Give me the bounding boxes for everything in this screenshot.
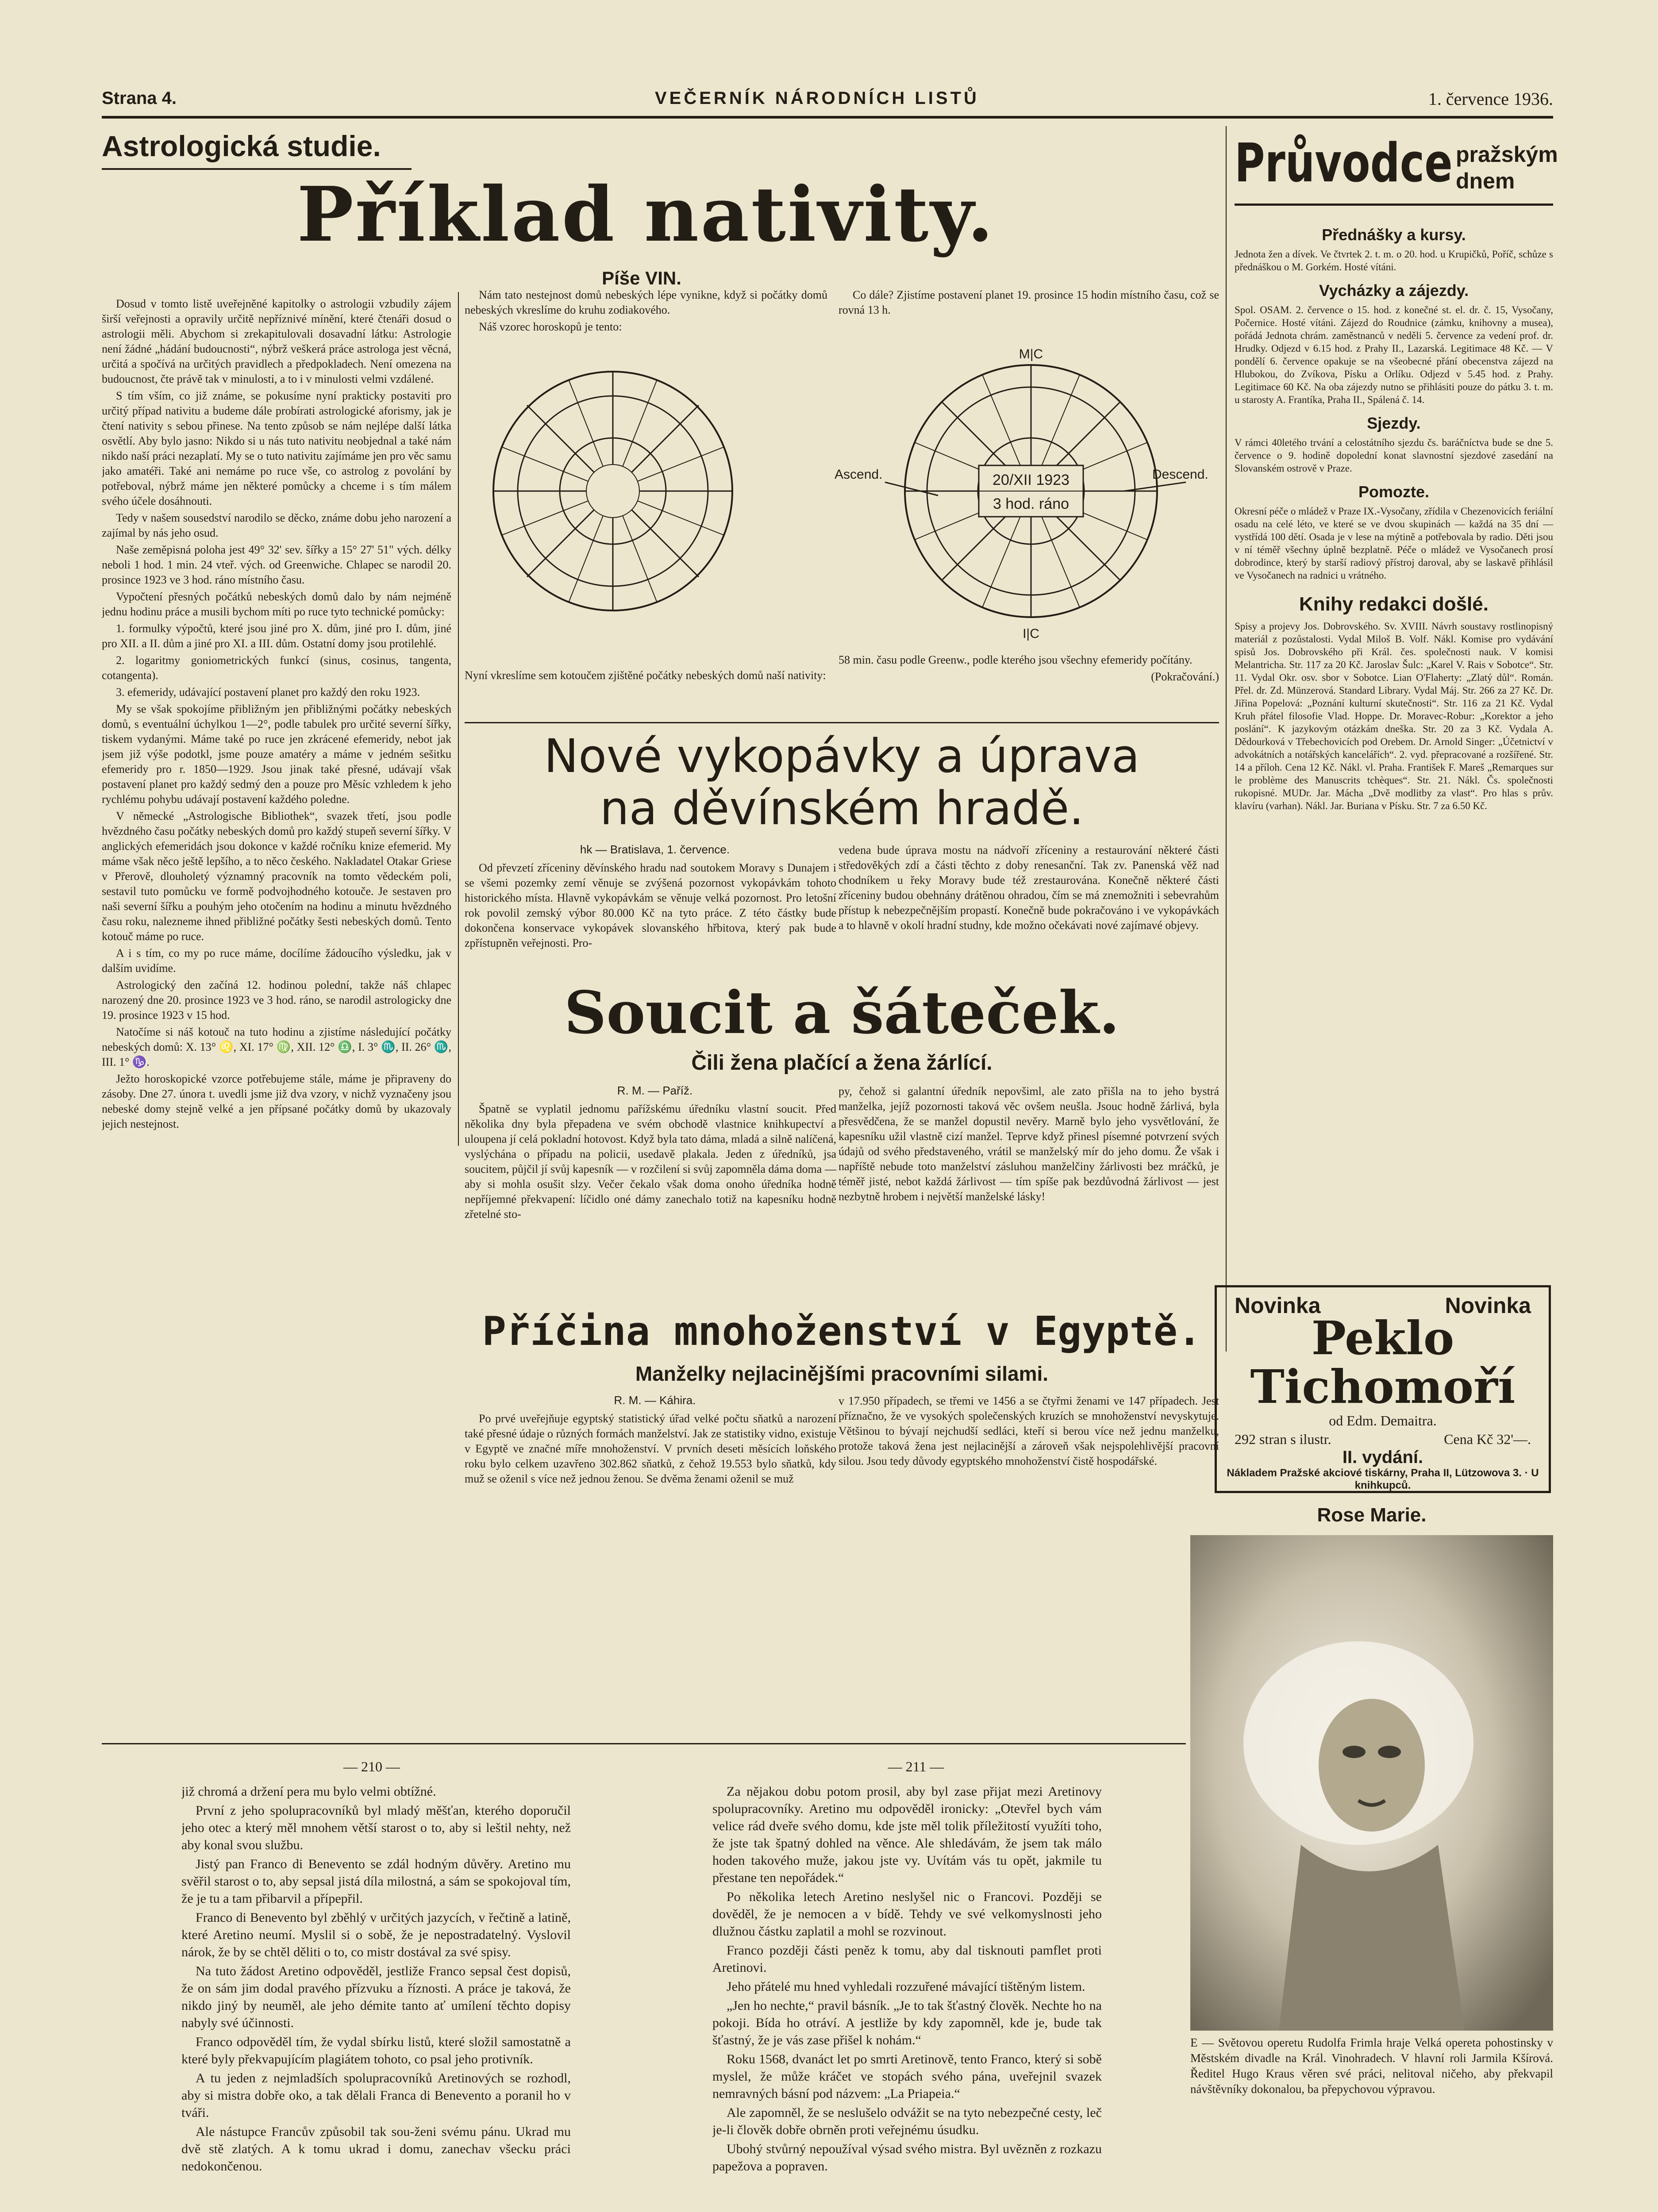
guide-title-small-2: dnem [1456,169,1515,193]
astrology-title: Příklad nativity. [297,170,995,259]
chart-ascendant-label: Ascend. [835,467,883,482]
advert-pages: 292 stran s ilustr. [1235,1431,1331,1447]
astrology-paragraph: Náš vzorec horoskopů je tento: [479,320,622,333]
advert-publisher: Nákladem Pražské akciové tiskárny, Praha II, Lützowova 3. · U knihkupců. [1227,1467,1539,1491]
guide-section-heading: Přednášky a kursy. [1322,226,1466,244]
egypt-subtitle: Manželky nejlacinějšími pracovními silami. [635,1362,1049,1385]
astrology-paragraph: Astrologický den začíná 12. hodinou polední, takže náš chlapec narozený dne 20. prosince 1923 ve 3 hod. ráno, se narodil astrologicky dne 19. prosince 1923 v 15 hod. [102,979,451,1022]
serial-column-211: Za nějakou dobu potom prosil, aby byl zase přijat mezi Aretinovy spolupracovníky. Aretino mu odpověděl ironicky: „Otevřel bych vám velice rád dveře svého domu, kde jste měl tolik příležitostí využíti toho, že jste tak špatný dohled na věnce. Ale shledávám, že jsem tak málo hoden takového muže, jakou jste vy. Uvítám vás tu opět, jakmile tu přestane ten nepořádek.“ Po několika letech Aretino neslyšel nic o Francovi. Později se dověděl, že je nemocen a v bídě. Tehdy ve své velkomyslnosti jeho dlužnou částku zaplatil a mohl se rozvinout. Franco později části peněz k tomu, aby dal tisknouti pamflet proti Aretinovi. Jeho přátelé mu hned vyhledali rozzuřené mávající tištěným listem. „Jen ho nechte,“ pravil básník. „Je to tak šťastný člověk. Nechte ho na pokoji. Bída ho otráví. A jestliže by kdy zapomněl, kde je, bude tak šťastný, že je vás zase přišel k nohám.“ Roku 1568, dvanáct let po smrti Aretinově, tento Franco, který si sobě myslel, že může kráčet ve stopách svého pána, uveřejnil svazek nemravných básní pod názvem: „La Priapeia.“ Ale zapomněl, že se neslušelo odvážit se na tyto nebezpečné cesty, leč je-li člověk dobře obrněn proti veřejnému úsudku. Ubohý stvůrný nepoužíval výsad svého mistra. Byl uvězněn z rozkazu papežova a popraven. [712,1784,1102,2174]
advert-price: Cena Kč 32'—. [1444,1431,1531,1447]
guide-section-heading: Sjezdy. [1367,414,1421,432]
paper-name: VEČERNÍK NÁRODNÍCH LISTŮ [655,88,979,108]
soucit-dateline: R. M. — Paříž. [617,1084,693,1097]
chart-center-hour: 3 hod. ráno [992,495,1069,512]
nativity-chart [832,336,1221,641]
chart-descendant-label: Descend. [1152,467,1208,482]
egypt-dateline: R. M. — Káhira. [614,1394,696,1407]
devin-dateline: hk — Bratislava, 1. července. [580,843,730,856]
section-rule [465,722,1219,723]
chart-center-date: 20/XII 1923 [992,472,1069,488]
astrology-paragraph: Naše zeměpisná poloha jest 49° 32' sev. šířky a 15° 27' 51" vých. délky neboli 1 hod. 1 min. 24 vteř. vých. od Greenwiche. Chlapec se narodil 20. prosince 1923 ve 3 hod. ráno místního času. [102,543,451,586]
guide-section-heading: Vycházky a zájezdy. [1319,281,1469,300]
kicker-underline [102,168,412,170]
astrology-paragraph: 2. logaritmy goniometrických funkcí (sinus, cosinus, tangenta, cotangenta). [102,654,451,682]
guide-title-small-1: pražským [1456,142,1558,167]
astrology-column-2-top [465,288,827,336]
advert-novinka-right: Novinka [1445,1293,1531,1318]
page-number-210: — 210 — [343,1759,400,1774]
horoscope-template-chart [489,367,737,615]
astrology-column-1 [102,296,451,1155]
advert-edition: II. vydání. [1342,1448,1423,1467]
astrology-paragraph: V německé „Astrologische Bibliothek“, svazek třetí, jsou podle hvězdného času počátky nebeských domů pro každý stupeň severní šířky. V anglických efemeridách jsou dokonce v každé ročníku knize efemerid. My máme však něco ještě lepšího, a to něco českého. Nakladatel Otakar Griese v Přerově, dlouholetý významný pracovník na tomto vědeckém poli, sestavil tuto pomůcku ve formě podvojhodného kotouče. Je sestaven pro naši severní šířku a pouhým jeho otočením na hodinu a minutu hvězdného času roku, nalezneme ihned přibližné počátky šesti nebeských domů. Tento kotouč máme po ruce. [102,810,451,943]
astrology-paragraph: Tedy v našem sousedství narodilo se děcko, známe dobu jeho narození a zajímal by nás jeho osud. [102,511,451,539]
astrology-paragraph: Dosud v tomto listě uveřejněné kapitolky o astrologii vzbudily zájem širší veřejnosti a opravily určitě nepříznivé mínění, které čtenáři dosud o astrologii měli. Abychom si zrekapitulovali dosavadní látku: Astrologie není žádné „hádání budoucnosti“, nýbrž veškerá práce astrologa jest věcná, určitá a spočívá na určitých pravidlech a předpokladech. Není omezena na budoucnost, čte právě tak v minulosti, a to i v minulosti velmi vzdálené. [102,297,451,385]
egypt-column-2: v 17.950 případech, se třemi ve 1456 a se čtyřmi ženami ve 147 případech. Jest příznačno, že ve vysokých společenských kruzích se mnohoženství nevyskytuje. Většinou to bývají nejchudší sedláci, kteří si berou více než jednu manželku, protože taková žena jest nejlacinější a zároveň však nejspolehlivější pracovní silou. Jsou tedy důvody egyptského mnohoženství čistě hospodářské. [839,1394,1219,1467]
egypt-title: Příčina mnohoženství v Egyptě. [482,1308,1202,1355]
advert-title: Peklo Tichomoří [1250,1311,1516,1414]
continued-note: (Pokračování.) [1151,670,1219,683]
devin-title: Nové vykopávky a úprava na děvínském hradě. [544,729,1140,835]
rose-marie-photo [1190,1535,1553,2031]
astrology-kicker: Astrologická studie. [102,130,381,162]
astrology-byline: Píše VIN. [602,268,681,288]
chart-caption: Nyní vkreslíme sem kotoučem zjištěné počátky nebeských domů naší nativity: [465,669,826,682]
book-advert [1215,1285,1551,1493]
astrology-column-3-bottom: 58 min. času podle Greenw., podle kterého jsou všechny efemeridy počítány. (Pokračování.) [839,653,1219,686]
chart-mc-label: M|C [1019,347,1043,361]
guide-masthead [1235,133,1558,217]
soucit-column-1: Špatně se vyplatil jednomu pařížskému úředníku vlastní soucit. Před několika dny byla přepadena ve svém obchodě vlastnice knihkupectví a uloupena jí celá pokladní hotovost. Když byla tato dáma, mladá a silně nalíčená, vyslýchána o případu na policii, usedavě plakala. Jeden z úředníků, jsa soucitem, půjčil jí svůj kapesník — v rozčilení si svůj zapomněla dáma doma — aby si mohla osušit slzy. Večer čekalo však doma onoho úředníka hodně nepříjemné překvapení: líčidlo oné dámy zanechalo totiž na kapesníku hodně zřetelné sto- [465,1102,836,1221]
soucit-subtitle: Čili žena plačící a žena žárlící. [691,1051,992,1075]
astrology-paragraph: My se však spokojíme přibližným jen přibližnými počátky nebeských domů, s eventuální úchylkou 1—2°, podle tabulek pro určité severní šířky, tiskem vydanými. Máme také po ruce jen zkrácené efemeridy, nebot jak jsem již výše podotkl, jsme pouze amatéry a máme v jedném sešitku efemeridy pro r. 1850—1929. Jsou jinak také přesné, udávají však postavení planet pro každý sedmý den a pouze pro Měsíc vzhledem k jeho rychlému pohybu udávají postavení každého poledne. [102,703,451,806]
serial-rule [102,1743,1186,1744]
astrology-paragraph: Natočíme si náš kotouč na tuto hodinu a zjistíme následující počátky nebeských domů: X. 13° ♌, XI. 17° ♍, XII. 12° ♎, I. 3° ♏, II. 26° ♏, III. 1° ♑. [102,1025,451,1068]
astrology-paragraph: A i s tím, co my po ruce máme, docílíme žádoucího výsledku, jak v dalším uvidíme. [102,947,451,975]
soucit-title: Soucit a šáteček. [564,979,1119,1047]
chart-ic-label: I|C [1023,626,1039,641]
books-list: Spisy a projevy Jos. Dobrovského. Sv. XVIII. Návrh soustavy rostlinopisný materiál z pozůstalosti. Vydal Miloš B. Volf. Nákl. Komise pro vydávání spisů Jos. Dobrovského při Král. čes. společnosti nauk. V komisi Melantricha. Str. 117 za 20 Kč. Jaroslav Šulc: „Karel V. Rais v Sobotce“. Str. 11. Vydal Okr. osv. sbor v Sobotce. Lian O'Flaherty: „Zlatý důl“. Román. Přel. dr. Zd. Münzerová. Standard Library. Vydal Máj. Str. 266 za 27 Kč. Dr. Jiřina Popelová: „Poznání kulturní skutečnosti“. Str. 116 za 21 Kč. Vydal Kruh přátel filosofie Vlad. Hoppe. Dr. Moravec-Robur: „Korektor a jeho poslání“. K jazykovým otázkám dneška. Str. 20 za 3 Kč. Vydala A. Dědourková v Třebechovicích pod Orebem. Dr. Arnold Singer: „Účetnictví v advokátních a notářských kancelářích“. 2. vyd. přepracované a rozšířené. Str. 14 a příloh. Cena 12 Kč. Nákl. vl. Praha. František F. Mareš „Remarques sur le problème des Manuscrits tchèques“. Str. 21. Nákl. Čs. společnosti rukopisné. MUDr. Jar. Mácha „Dvě modlitby za vlast“. Pro hlas s prův. klavíru (varhan). Nákl. Jar. Buriana v Písku. Str. 7 za 6.50 Kč. [1235,621,1553,811]
guide-body: Přednášky a kursy. Jednota žen a dívek. Ve čtvrtek 2. t. m. o 20. hod. u Krupičků, Poříč, schůze s přednáškou o M. Gorkém. Hosté vítáni. Vycházky a zájezdy. Spol. OSAM. 2. července o 15. hod. z konečné st. el. dr. č. 15, Vysočany, Počernice. Hosté vítáni. Zájezd do Roudnice (zámku, knihovny a musea), pořádá Jednota chrám. zaměstnanců v neděli 5. července za vedení prof. dr. Hrudky. Odjezd v 6.15 hod. z Prahy II., Lazarská. Legitimace 48 Kč. — V pondělí 6. července opakuje se na všeobecné přání obecenstva zájezd na Hlubokou, do Zvíkova, Písku a Orlíku. Odjezd v 5.45 hod. z Prahy. Legitimace 60 Kč. Na oba zájezdy nutno se přihlásiti pouze do pátku 3. t. m. u starosty A. Frantíka, Praha II., Spálená č. 14. Sjezdy. V rámci 40letého trvání a celostátního sjezdu čs. baráčníctva bude se dne 5. července o 9. hodině dopolední konat slavnostní sjezdové zasedání na Slovanském ostrově v Praze. Pomozte. Okresní péče o mládež v Praze IX.-Vysočany, zřídila v Chezenovicích feriální osadu na celé léto, ve které se ve dvou skupinách — každá na 35 dní — vystřídá 100 dětí. Osada je v lese na mýtině a potřebovala by radio. Děti jsou v ní téměř všechny úplně bezplatně. Péče o mládež ve Vysočanech prosí dobrodince, který by starší radiový přístroj daroval, aby se laskavě přihlásil ve Vysočanech na radnici u vrátného. Knihy redakci došlé. Spisy a projevy Jos. Dobrovského. Sv. XVIII. Návrh soustavy rostlinopisný materiál z pozůstalosti. Vydal Miloš B. Volf. Nákl. Komise pro vydávání spisů Jos. Dobrovského při Král. čes. společnosti nauk. V komisi Melantricha. Str. 117 za 20 Kč. Jaroslav Šulc: „Karel V. Rais v Sobotce“. Str. 11. Vydal Okr. osv. sbor v Sobotce. Lian O'Flaherty: „Zlatý důl“. Román. Přel. dr. Zd. Münzerová. Standard Library. Vydal Máj. Str. 266 za 27 Kč. Dr. Jiřina Popelová: „Poznání kulturní skutečnosti“. Str. 116 za 21 Kč. Vydal Kruh přátel filosofie Vlad. Hoppe. Dr. Moravec-Robur: „Korektor a jeho poslání“. K jazykovým otázkám dneška. Str. 20 za 3 Kč. Vydala A. Dědourková v Třebechovicích pod Orebem. Dr. Arnold Singer: „Účetnictví v advokátních a notářských kancelářích“. 2. vyd. přepracované a rozšířené. Str. 14 a příloh. Cena 12 Kč. Nákl. vl. Praha. František F. Mareš „Remarques sur le problème des Manuscrits tchèques“. Str. 21. Nákl. Čs. společnosti rukopisné. MUDr. Jar. Mácha „Dvě modlitby za vlast“. Pro hlas s prův. klavíru (varhan). Nákl. Jar. Buriana v Písku. Str. 7 za 6.50 Kč. [1235,226,1553,811]
page-label: Strana 4. [102,88,177,108]
column-divider [458,292,459,1146]
astrology-paragraph: S tím vším, co již známe, se pokusíme nyní prakticky postaviti pro určitý případ nativitu a budeme dále probírati astrologické aforismy, jak je čtení nativity s sebou přinese. Na tento způsob se nám nejlépe další látka osvětlí. Aby bylo jasno: Nikdo si u nás tuto nativitu neobjednal a také nám nikdo naší práci nezaplatí. My se o tuto nativitu zajímáme jen pro věc samu jako amatéři. Také ani nemáme po ruce vše, co astrolog z povolání by potřeboval, nýbrž máme jen některé pomůcky a chceme i s tím málem svého účele dosáhnouti. [102,389,451,507]
rose-marie-title: Rose Marie. [1317,1504,1427,1526]
guide-title: Průvodce [1235,133,1453,194]
rose-marie-caption: E — Světovou operetu Rudolfa Frimla hraje Velká opereta pohostinsky v Městském divadle na Král. Vinohradech. V hlavní roli Jarmila Kšírová. Ředitel Hugo Kraus věren své práci, nelitoval ničeho, aby překvapil návštěvníky dokonalou, ba přepychovou výpravou. [1190,2036,1553,2096]
devin-column-1: Od převzetí zříceniny děvínského hradu nad soutokem Moravy s Dunajem i se všemi pozemky zemí věnuje se zvýšená pozornost vykopávkám tohoto historického místa. Hlavně vykopávkám se věnuje velká pozornost. Pro letošní rok povolil zemský výbor 80.000 Kč na tyto práce. Z této částky bude dokončena konservace vykopávek slovanského hřbitova, který pak bude zpřístupněn veřejnosti. Pro- [465,861,836,949]
header-rule [102,116,1553,119]
egypt-column-1: Po prvé uveřejňuje egyptský statistický úřad velké počtu sňatků a narození také přesné údaje o různých formách manželství. Jak ze statistiky vidno, existuje v Egyptě ve značné míře mnohoženství. V prvních deseti měsících loňského roku bylo celkem uzavřeno 302.862 sňatků, z čehož 19.553 bylo sňatků, kdy muž se oženil s více než jednou ženou. Se dvěma ženami oženil se muž [465,1412,836,1485]
astrology-paragraph: Nám tato nestejnost domů nebeských lépe vynikne, když si počátky domů nebeských vkreslíme do kruhu zodiakového. [465,288,827,316]
guide-section-heading: Pomozte. [1358,483,1429,501]
running-head [102,88,1553,115]
issue-date: 1. července 1936. [1428,89,1553,109]
astrology-paragraph: Ježto horoskopické vzorce potřebujeme stále, máme je připraveny do zásoby. Dne 27. února t. uvedli jsme již dva vzory, v nichž vyznačeny jsou nebeské domy stejně velké a jen přípsané počátky domů by ukazovaly jejich nestejnost. [102,1072,451,1130]
astrology-paragraph: 1. formulky výpočtů, které jsou jiné pro X. dům, jiné pro I. dům, jiné pro XII. a II. dům a jiné pro XI. a III. dům. Ostatní domy jsou protilehlé. [102,622,451,650]
serial-column-210: již chromá a držení pera mu bylo velmi obtížné. První z jeho spolupracovníků byl mladý měšťan, kterého doporučil jeho otec a který měl mnohem větší starost o to, aby si leštil nehty, než aby konal svou službu. Jistý pan Franco di Benevento se zdál hodným důvěry. Aretino mu svěřil starost o to, aby sepsal jistá díla milostná, a sám se spokojoval tím, že je tu a tam přibarvil a přípepřil. Franco di Benevento byl zběhlý v určitých jazycích, v řečtině a latině, které Aretino neumí. Myslil si o sobě, že je nepostradatelný. Vyslovil nárok, že by se chtěl děliti o to, co mistr dostával za své spisy. Na tuto žádost Aretino odpověděl, jestliže Franco sepsal čest dopisů, že on sám jim dodal pravého přízvuku a říznosti. A práce je taková, že nikdo jiný by neuměl, ale jeho démite tanto ať umílení těchto dopisy nabyly své účinnosti. Franco odpověděl tím, že vydal sbírku listů, které složil samostatně a které byly překvapujícím plagiátem tohoto, co psal jeho protivník. A tu jeden z nejmladších spolupracovníků Aretinových se rozhodl, aby si mistra dobře oko, a tak dělali Franca di Benevento a poranil ho v tváři. Ale nástupce Francův způsobil tak sou-ženi svému pánu. Ukrad mu dvě stě zlatých. A k tomu ukrad i domu, zanechav všecku práci nedokončenou. [181,1784,571,2174]
devin-column-2: vedena bude úprava mostu na nádvoří zříceniny a restaurování některé části středověkých zdí a části těchto z doby renesanční. Tak zv. Panenská věž nad chodníkem u řeky Moravy bude též zrestaurována. Konečně některé části zříceniny budou obehnány drátěnou ohradou, čím se má znemožniti i sebevrahům přístup k nebezpečnějším propastí. Konečně bude pokračováno i ve vykopávkách a to hlavně v okolí hradní studny, kde možno očekávati nové zajímavé objevy. [839,844,1219,932]
page-number-211: — 211 — [888,1759,944,1774]
advert-author: od Edm. Demaitra. [1329,1413,1437,1429]
astrology-column-3-top: Co dále? Zjistíme postavení planet 19. prosince 15 hodin místního času, což se rovná 13 h. [839,288,1219,316]
advert-novinka-left: Novinka [1235,1293,1321,1318]
books-heading: Knihy redakci došlé. [1299,593,1489,615]
soucit-column-2: py, čehož si galantní úředník nepovšiml, ale zato přišla na to jeho bystrá manželka, jejíž pozornosti taková věc ovšem neušla. Jsouc hodně žárlivá, byla přesvědčena, že se manžel dopustil nevěry. Marně bylo jeho vysvětlování, že kapesníku užil vlastně cizí manžel. Teprve když přinesl písemné potvrzení svých údajů od svého představeného, vrátil se manželský mír do jeho domu. Že však i napříště nebude toto manželství zásluhou manželčiny žárlivosti bez mráčků, je téměř jisté, nebot každá žárlivost — tím spíše pak bezdůvodná žárlivost — jest nezbytně hrobem i největší manželské lásky! [839,1085,1219,1203]
column-divider [1226,126,1227,1352]
astrology-paragraph: Vypočtení přesných počátků nebeských domů dalo by nám nejméně jednu hodinu práce a musili bychom míti po ruce tyto technické pomůcky: [102,590,451,618]
astrology-paragraph: 3. efemeridy, udávající postavení planet pro každý den roku 1923. [116,686,420,699]
